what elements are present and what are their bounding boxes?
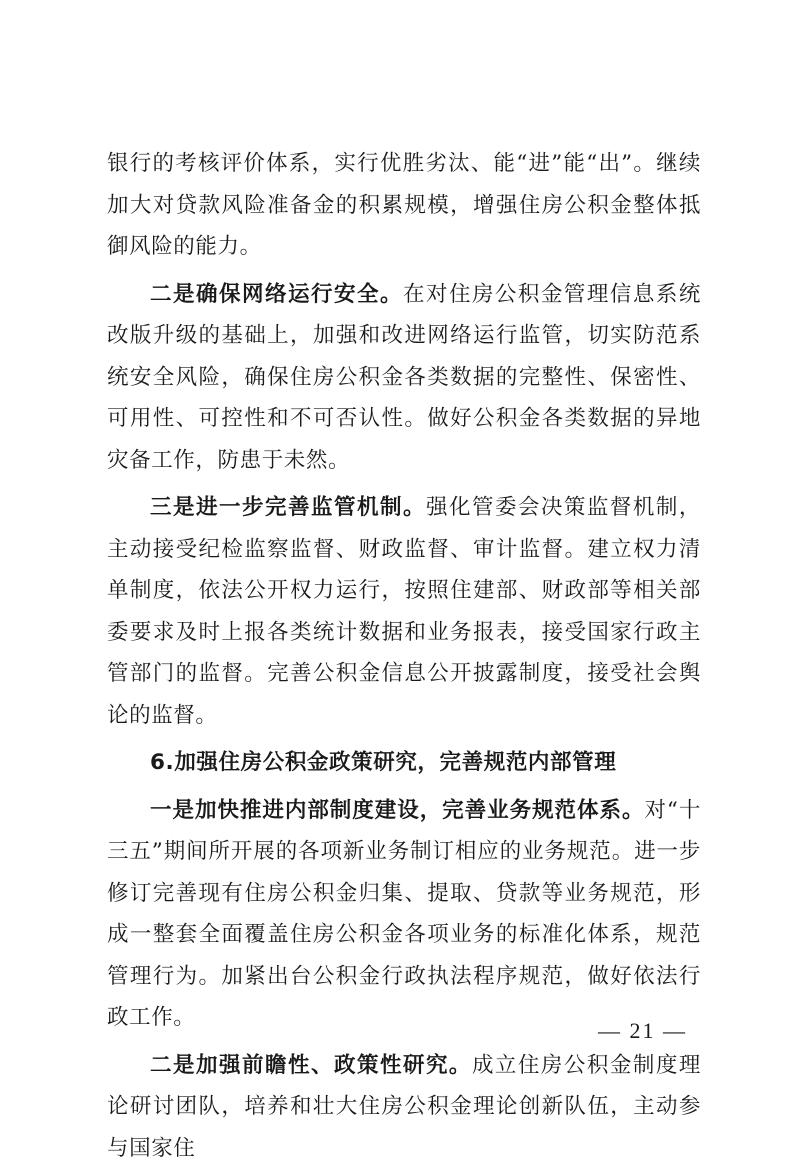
paragraph-policy-research [107, 1045, 701, 1170]
paragraph-text: 成立住房公积金制度理论研讨团队，培养和壮大住房公积金理论创新队伍，主动参与国家住 [107, 1052, 701, 1161]
paragraph-continuation [107, 143, 701, 268]
paragraph-text: 强化管委会决策监督机制，主动接受纪检监察监督、财政监督、审计监督。建立权力清单制度，依法公开权力运行，按照住建部、财政部等相关部委要求及时上报各类统计数据和业务报表，接受国家行政主管部门的监督。完善公积金信息公开披露制度，接受社会舆论的监督。 [107, 495, 702, 728]
paragraph-text: 对“十三五”期间所开展的各项新业务制订相应的业务规范。进一步修订完善现有住房公积金归集、提取、贷款等业务规范，形成一整套全面覆盖住房公积金各项业务的标准化体系，规范管理行为。加紧出台公积金行政执法程序规范，做好依法行政工作。 [107, 797, 701, 1030]
paragraph-supervision [107, 487, 701, 736]
paragraph-internal-system [107, 790, 701, 1039]
page-number: — 21 — [598, 1018, 687, 1043]
paragraph-text: 银行的考核评价体系，实行优胜劣汰、能“进”能“出”。继续加大对贷款风险准备金的积累规模，增强住房公积金整体抵御风险的能力。 [107, 151, 701, 259]
paragraph-lead: 二是确保网络运行安全。 [150, 281, 403, 307]
paragraph-lead: 三是进一步完善监管机制。 [150, 495, 426, 520]
section-heading: 6.加强住房公积金政策研究，完善规范内部管理 [150, 750, 617, 775]
paragraph-lead: 二是加强前瞻性、政策性研究。 [150, 1052, 472, 1078]
paragraph-lead: 一是加快推进内部制度建设，完善业务规范体系。 [150, 797, 645, 823]
paragraph-network-security [107, 274, 701, 482]
paragraph-text: 在对住房公积金管理信息系统改版升级的基础上，加强和改进网络运行监管，切实防范系统安全风险，确保住房公积金各类数据的完整性、保密性、可用性、可控性和不可否认性。做好公积金各类数据的异地灾备工作，防患于未然。 [107, 281, 701, 473]
